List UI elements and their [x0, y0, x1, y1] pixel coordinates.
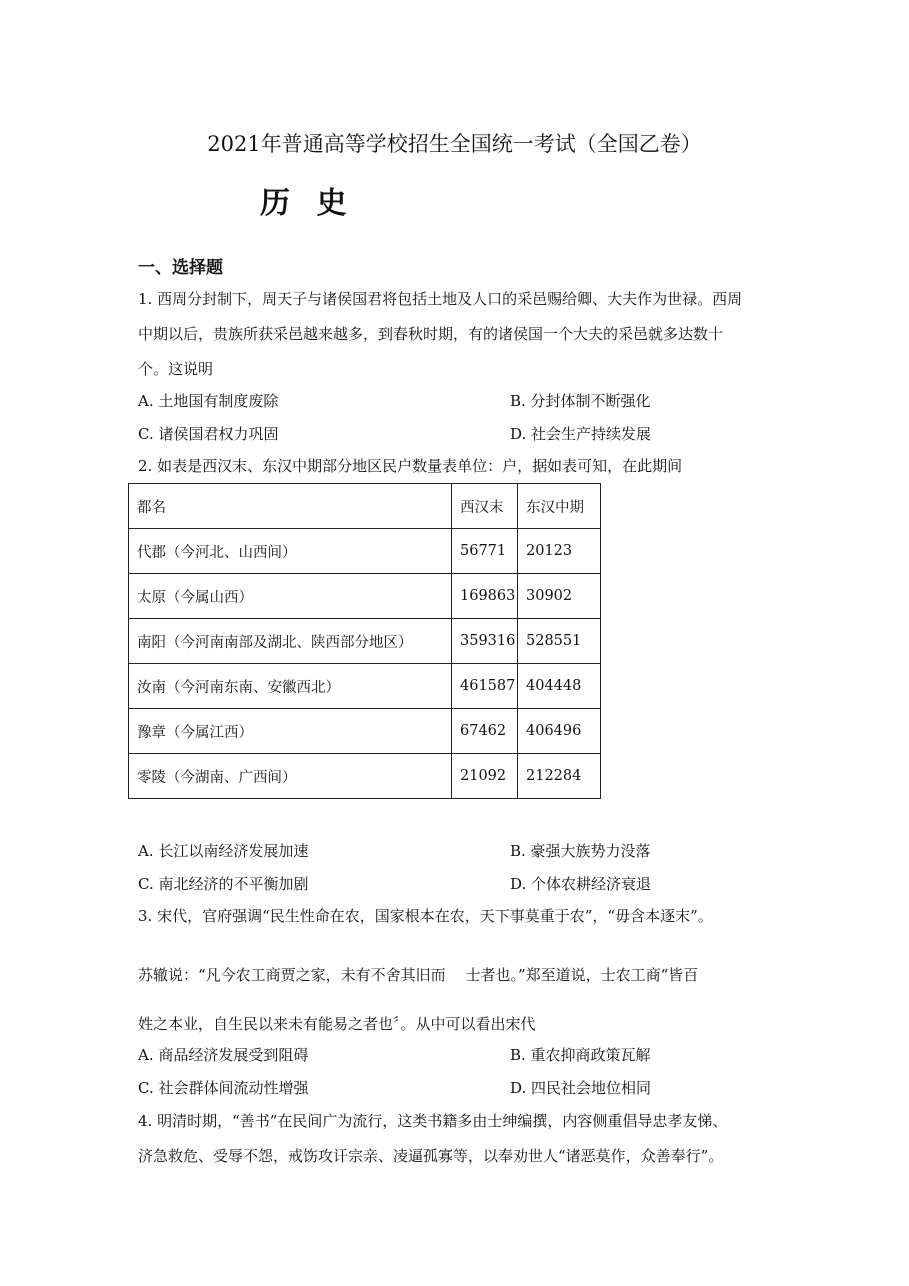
table-cell: 代郡（今河北、山西间） — [129, 529, 452, 574]
table-cell: 169863 — [452, 574, 518, 619]
q4-stem-line: 4. 明清时期，“善书”在民间广为流行，这类书籍多由士绅编撰，内容侧重倡导忠孝友悌、 — [138, 1112, 728, 1130]
q3-stem-line: 3. 宋代，官府强调“民生性命在农，国家根本在农，天下事莫重于农”，“毋含本逐末”。 — [138, 907, 713, 925]
table-header-row — [129, 484, 601, 529]
table-header-cell: 西汉末 — [452, 484, 518, 529]
q2-stem: 2. 如表是西汉末、东汉中期部分地区民户数量表单位：户，据如表可知，在此期间 — [138, 457, 683, 475]
q4-stem-line: 济急救危、受辱不怨，戒饬攻讦宗亲、凌逼孤寡等，以奉劝世人“诸恶莫作，众善奉行”。 — [138, 1147, 724, 1165]
table-row — [129, 574, 601, 619]
table-cell: 豫章（今属江西） — [129, 709, 452, 754]
table-row — [129, 619, 601, 664]
exam-title: 2021年普通高等学校招生全国统一考试（全国乙卷） — [207, 132, 702, 156]
table-cell: 太原（今属山西） — [129, 574, 452, 619]
table-cell: 528551 — [518, 619, 601, 664]
q2-option-a: A. 长江以南经济发展加速 — [138, 842, 309, 860]
q2-option-c: C. 南北经济的不平衡加剧 — [138, 875, 309, 893]
table-cell: 67462 — [452, 709, 518, 754]
table-cell: 20123 — [518, 529, 601, 574]
table-cell: 21092 — [452, 754, 518, 799]
table-cell: 南阳（今河南南部及湖北、陕西部分地区） — [129, 619, 452, 664]
q3-option-a: A. 商品经济发展受到阻碍 — [138, 1046, 309, 1064]
table-row — [129, 709, 601, 754]
table-row — [129, 529, 601, 574]
q1-option-c: C. 诸侯国君权力巩固 — [138, 425, 279, 443]
table-cell: 汝南（今河南东南、安徽西北） — [129, 664, 452, 709]
table-header-cell: 东汉中期 — [518, 484, 601, 529]
table-cell: 212284 — [518, 754, 601, 799]
q3-option-d: D. 四民社会地位相同 — [510, 1079, 652, 1097]
q1-stem-line: 中期以后，贵族所获采邑越来越多，到春秋时期，有的诸侯国一个大夫的采邑就多达数十 — [138, 325, 724, 343]
q3-option-c: C. 社会群体间流动性增强 — [138, 1079, 309, 1097]
q2-option-d: D. 个体农耕经济衰退 — [510, 875, 652, 893]
table-cell: 359316 — [452, 619, 518, 664]
table-cell: 461587 — [452, 664, 518, 709]
q3-stem-line: 姓之本业，自生民以来未有能易之者也〞。从中可以看出宋代 — [138, 1015, 536, 1033]
q3-option-b: B. 重农抑商政策瓦解 — [510, 1046, 651, 1064]
table-cell: 56771 — [452, 529, 518, 574]
q2-option-b: B. 豪强大族势力没落 — [510, 842, 651, 860]
q1-option-d: D. 社会生产持续发展 — [510, 425, 652, 443]
q1-option-b: B. 分封体制不断强化 — [510, 392, 651, 410]
table-row — [129, 664, 601, 709]
q1-stem-line: 个。这说明 — [138, 360, 214, 378]
q3-stem-line: 苏辙说：“凡今农工商贾之家，未有不舍其旧而 士者也。”郑至道说，士农工商“皆百 — [138, 966, 699, 984]
household-table — [128, 483, 601, 799]
q1-option-a: A. 土地国有制度废除 — [138, 392, 279, 410]
table-cell: 30902 — [518, 574, 601, 619]
table-row — [129, 754, 601, 799]
table-cell: 406496 — [518, 709, 601, 754]
table-cell: 零陵（今湖南、广西间） — [129, 754, 452, 799]
section-heading: 一、选择题 — [138, 258, 223, 278]
subject-heading: 历 史 — [260, 186, 355, 221]
table-header-cell: 都名 — [129, 484, 452, 529]
table-cell: 404448 — [518, 664, 601, 709]
q1-stem-line: 1. 西周分封制下，周天子与诸侯国君将包括土地及人口的采邑赐给卿、大夫作为世禄。西周 — [138, 290, 743, 308]
